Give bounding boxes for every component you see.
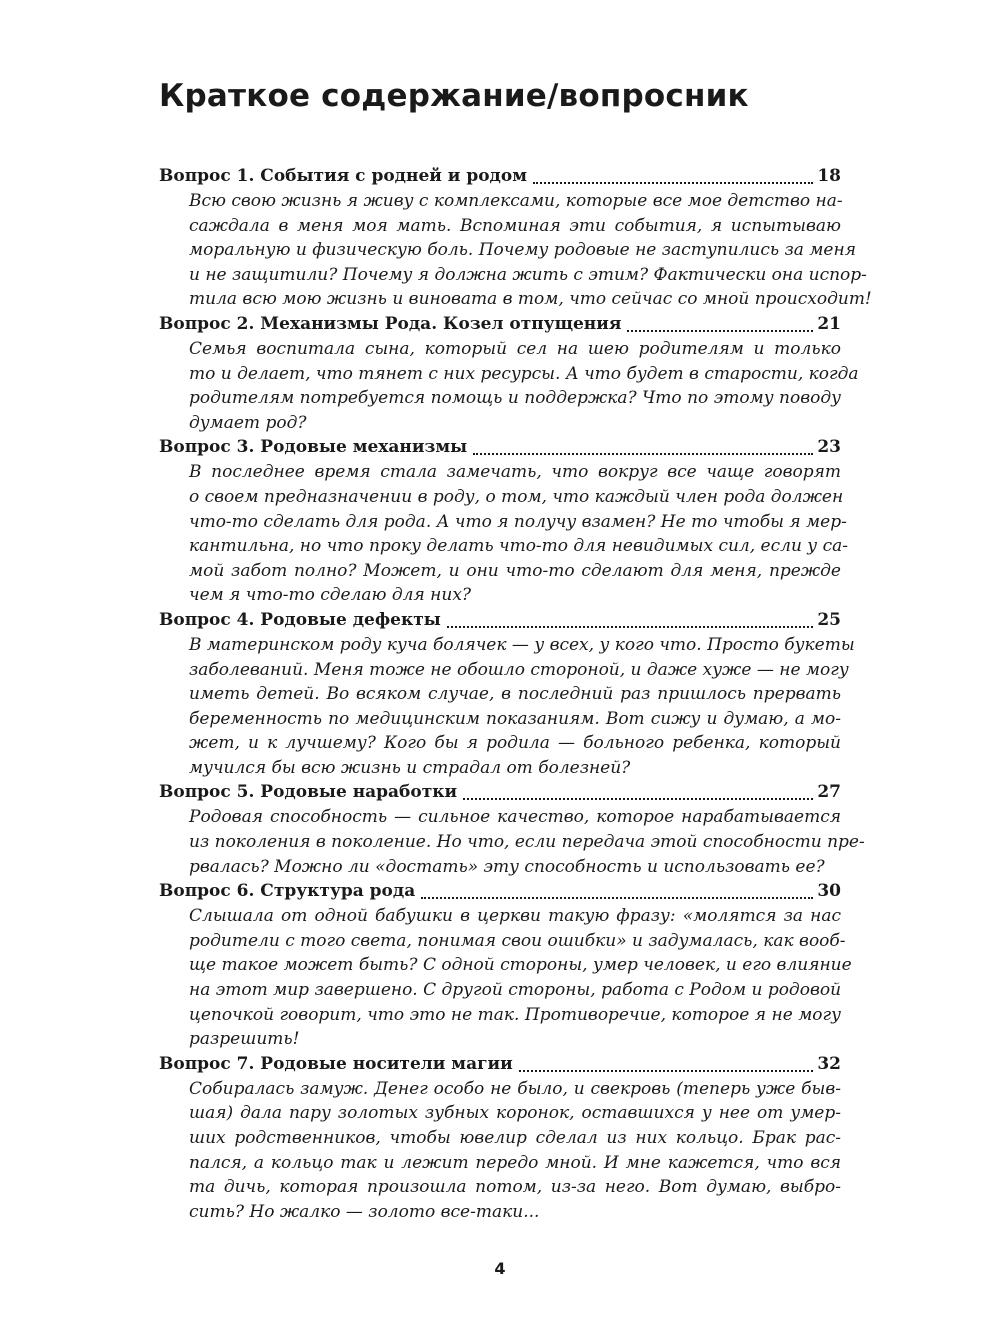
toc-page-number: 25 — [817, 609, 841, 630]
question-text-line: цепочкой говорит, что это не так. Противоречие, которое я не могу — [189, 1004, 841, 1025]
toc-entry — [159, 608, 855, 781]
table-of-contents — [159, 164, 872, 1224]
question-heading: Вопрос 3. Родовые механизмы — [159, 437, 468, 458]
question-text-line: Собиралась замуж. Денег особо не было, и свекровь (теперь уже быв- — [189, 1078, 841, 1099]
question-text-line: саждала в меня моя мать. Вспоминая эти события, я испытываю — [189, 215, 841, 236]
question-text — [159, 189, 872, 312]
question-text-line: кантильна, но что проку делать что-то для невидимых сил, если у са- — [189, 536, 848, 557]
toc-entry-heading-line — [159, 312, 841, 337]
toc-page-number: 23 — [817, 437, 841, 458]
question-heading: Вопрос 2. Механизмы Рода. Козел отпущения — [159, 313, 622, 334]
question-text-line: Слышала от одной бабушки в церкви такую фразу: «молятся за нас — [189, 906, 841, 927]
question-text-line: ших родственников, чтобы ювелир сделал из них кольцо. Брак рас- — [189, 1128, 841, 1148]
question-text-line: Всю свою жизнь я живу с комплексами, которые все мое детство на- — [189, 191, 843, 211]
question-text-line: Семья воспитала сына, который сел на шею родителям и только — [189, 338, 841, 359]
page-title: Краткое содержание/вопросник — [159, 78, 749, 114]
toc-entry — [159, 879, 852, 1052]
question-text-line: о своем предназначении в роду, о том, что каждый член рода должен — [189, 486, 844, 507]
question-text-line: чем я что-то сделаю для них? — [189, 585, 472, 606]
question-text-line: разрешить! — [189, 1029, 300, 1050]
question-text-line: иметь детей. Во всяком случае, в последний раз пришлось прервать — [189, 684, 841, 705]
question-text-line: пался, а кольцо так и лежит передо мной. И мне кажется, что вся — [189, 1152, 841, 1173]
question-text-line: мучился бы всю жизнь и страдал от болезней? — [189, 757, 631, 778]
toc-page-number: 32 — [817, 1053, 841, 1074]
toc-entry-heading-line — [159, 164, 841, 189]
question-text-line: беременность по медицинским показаниям. Вот сижу и думаю, а мо- — [189, 708, 841, 729]
question-text-line: Родовая способность — сильное качество, которое нарабатывается — [189, 807, 841, 828]
dot-leader — [519, 1070, 814, 1072]
question-text — [159, 460, 848, 608]
question-text-line: что-то сделать для рода. А что я получу взамен? Не то чтобы я мер- — [189, 511, 847, 532]
question-text-line: родителям потребуется помощь и поддержка? Что по этому поводу — [189, 388, 841, 409]
dot-leader — [627, 330, 813, 332]
question-text-line: В последнее время стала замечать, что вокруг все чаще говорят — [189, 462, 841, 483]
question-text-line: тила всю мою жизнь и виновата в том, что сейчас со мной происходит! — [189, 289, 872, 310]
toc-entry-heading-line — [159, 608, 841, 633]
question-text-line: на этот мир завершено. С другой стороны, работа с Родом и родовой — [189, 980, 842, 1001]
toc-page-number: 21 — [817, 313, 841, 334]
toc-page-number: 30 — [817, 881, 841, 902]
question-text-line: шая) дала пару золотых зубных коронок, оставшихся у нее от умер- — [189, 1103, 841, 1124]
question-text-line: мой забот полно? Может, и они что-то сделают для меня, прежде — [189, 560, 841, 581]
question-text-line: родители с того света, понимая свои ошибки» и задумалась, как вооб- — [189, 930, 846, 951]
question-heading: Вопрос 6. Структура рода — [159, 881, 416, 902]
toc-page-number: 27 — [817, 782, 841, 803]
page-number: 4 — [494, 1259, 506, 1278]
question-text-line: В материнском роду куча болячек — у всех, у кого что. Просто букеты — [189, 634, 855, 655]
question-text — [159, 337, 859, 435]
question-text — [159, 1077, 841, 1225]
question-text-line: моральную и физическую боль. Почему родовые не заступились за меня — [189, 240, 856, 261]
question-text — [159, 805, 865, 879]
question-text-line: думает род? — [189, 412, 307, 433]
toc-page-number: 18 — [817, 166, 841, 186]
question-text-line: сить? Но жалко — золото все-таки... — [189, 1201, 540, 1222]
question-text — [159, 633, 855, 781]
toc-entry — [159, 780, 865, 879]
toc-entry — [159, 1052, 841, 1225]
toc-entry — [159, 312, 859, 435]
question-heading: Вопрос 7. Родовые носители магии — [159, 1053, 513, 1074]
question-heading: Вопрос 1. События с родней и родом — [159, 166, 527, 186]
question-text-line: рвалась? Можно ли «достать» эту способность и использовать ее? — [189, 856, 825, 877]
dot-leader — [447, 626, 813, 628]
toc-entry-heading-line — [159, 780, 841, 805]
toc-entry-heading-line — [159, 1052, 841, 1077]
toc-entry — [159, 164, 872, 312]
question-text-line: ще такое может быть? С одной стороны, умер человек, и его влияние — [189, 955, 852, 976]
dot-leader — [463, 798, 813, 800]
question-heading: Вопрос 5. Родовые наработки — [159, 782, 458, 803]
dot-leader — [421, 897, 813, 899]
question-text-line: из поколения в поколение. Но что, если передача этой способности пре- — [189, 832, 865, 853]
question-text-line: и не защитили? Почему я должна жить с этим? Фактически она испор- — [189, 264, 867, 285]
question-text-line: заболеваний. Меня тоже не обошло стороной, и даже хуже — не могу — [189, 659, 849, 680]
dot-leader — [533, 182, 813, 184]
question-text-line: жет, и к лучшему? Кого бы я родила — больного ребенка, который — [189, 733, 841, 754]
toc-entry — [159, 435, 848, 608]
question-heading: Вопрос 4. Родовые дефекты — [159, 609, 441, 630]
question-text-line: та дичь, которая произошла потом, из-за него. Вот думаю, выбро- — [189, 1177, 841, 1198]
toc-entry-heading-line — [159, 879, 841, 904]
question-text — [159, 904, 852, 1052]
dot-leader — [473, 453, 813, 455]
toc-entry-heading-line — [159, 435, 841, 460]
question-text-line: то и делает, что тянет с них ресурсы. А что будет в старости, когда — [189, 363, 859, 384]
